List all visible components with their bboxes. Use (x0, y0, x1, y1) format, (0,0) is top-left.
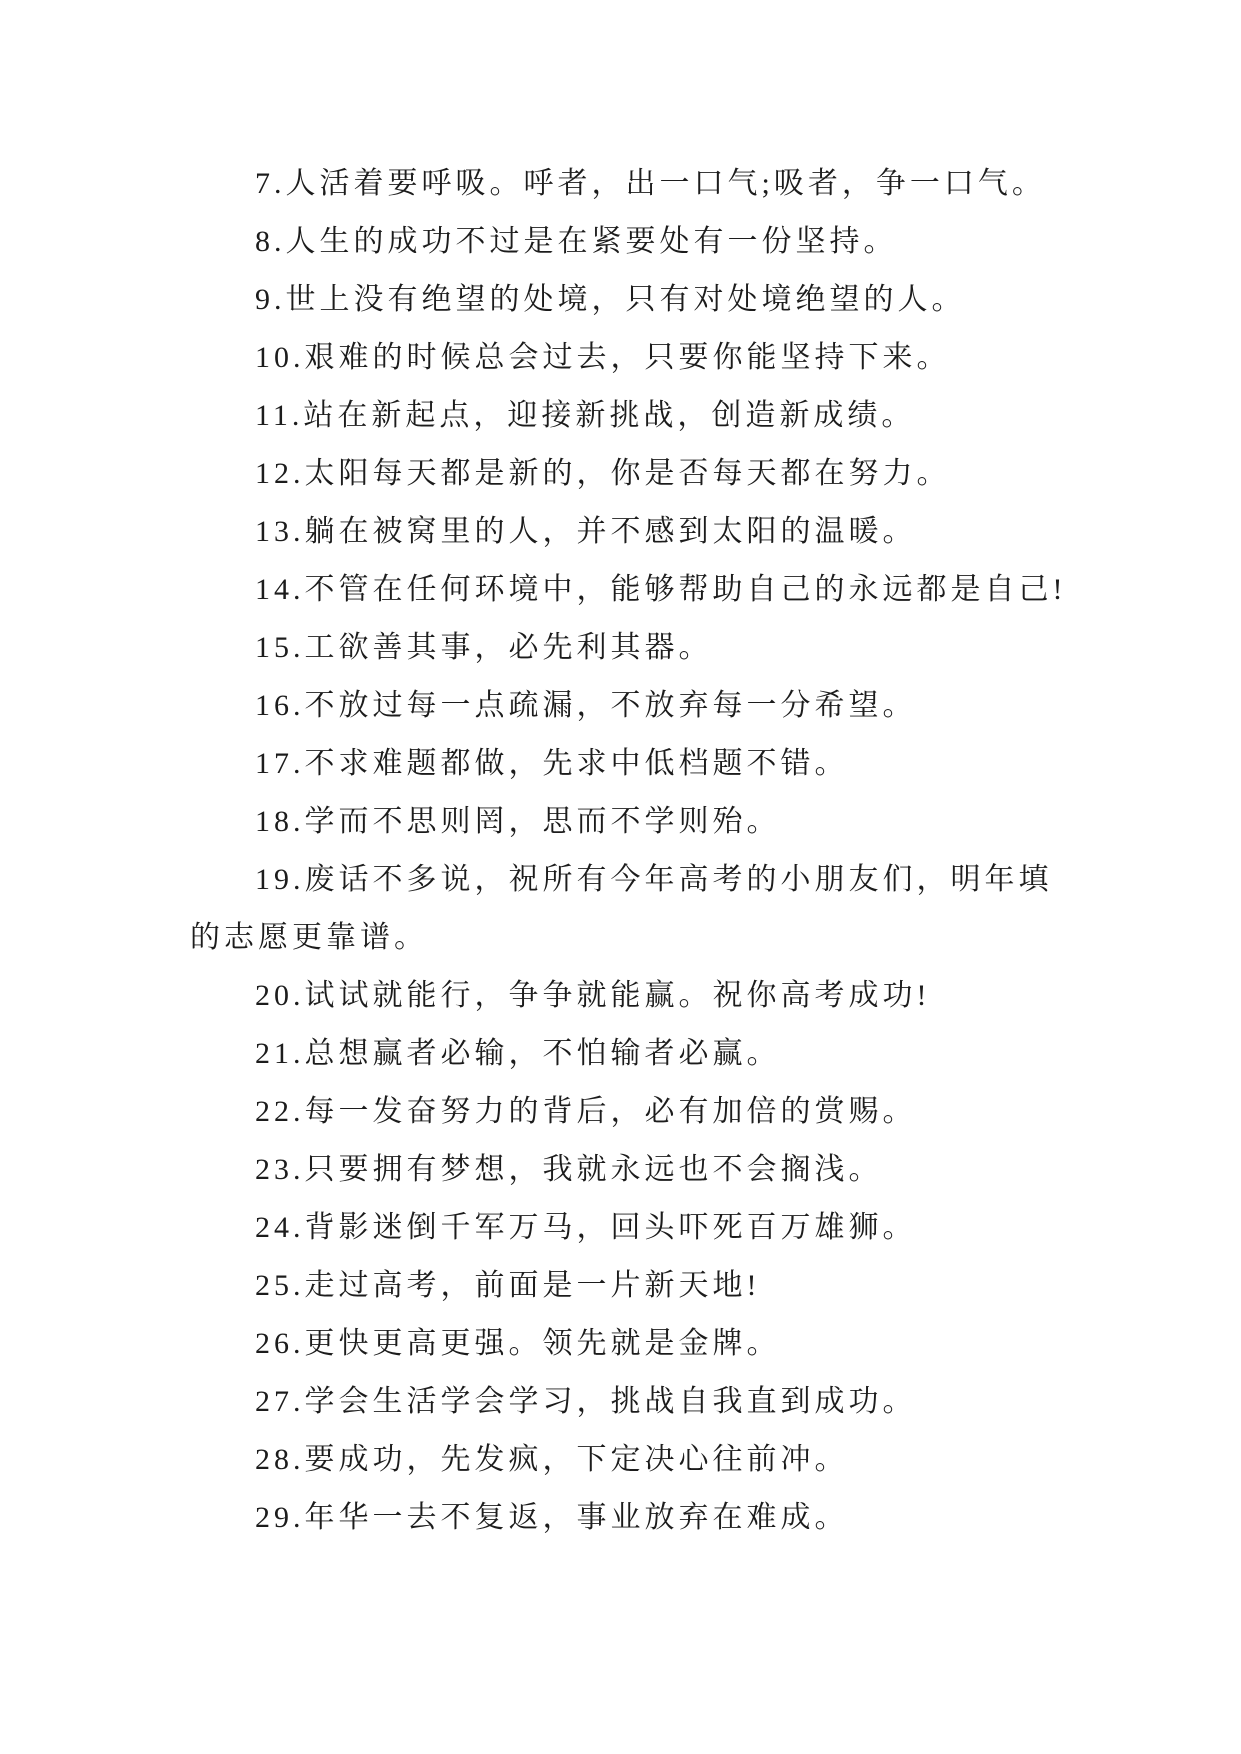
list-item: 9.世上没有绝望的处境，只有对处境绝望的人。 (255, 283, 966, 316)
list-item: 10.艰难的时候总会过去，只要你能坚持下来。 (255, 341, 951, 374)
list-item: 29.年华一去不复返，事业放弃在难成。 (255, 1501, 849, 1534)
list-item: 28.要成功，先发疯，下定决心往前冲。 (255, 1443, 849, 1476)
list-item: 8.人生的成功不过是在紧要处有一份坚持。 (255, 225, 898, 258)
list-item: 7.人活着要呼吸。呼者，出一口气;吸者，争一口气。 (255, 167, 1046, 200)
list-item: 14.不管在任何环境中，能够帮助自己的永远都是自己! (255, 573, 1067, 606)
list-item: 18.学而不思则罔，思而不学则殆。 (255, 805, 781, 838)
list-item: 17.不求难题都做，先求中低档题不错。 (255, 747, 849, 780)
document-body (190, 155, 1090, 1547)
list-item: 11.站在新起点，迎接新挑战，创造新成绩。 (255, 399, 916, 432)
list-item: 15.工欲善其事，必先利其器。 (255, 631, 713, 664)
list-item: 24.背影迷倒千军万马，回头吓死百万雄狮。 (255, 1211, 917, 1244)
list-item: 19.废话不多说，祝所有今年高考的小朋友们，明年填 (255, 863, 1053, 896)
list-item: 13.躺在被窝里的人，并不感到太阳的温暖。 (255, 515, 917, 548)
list-item: 16.不放过每一点疏漏，不放弃每一分希望。 (255, 689, 917, 722)
list-item: 26.更快更高更强。领先就是金牌。 (255, 1327, 781, 1360)
list-item: 22.每一发奋努力的背后，必有加倍的赏赐。 (255, 1095, 917, 1128)
list-item: 23.只要拥有梦想，我就永远也不会搁浅。 (255, 1153, 883, 1186)
list-item: 21.总想赢者必输，不怕输者必赢。 (255, 1037, 781, 1070)
list-item: 20.试试就能行，争争就能赢。祝你高考成功! (255, 979, 931, 1012)
list-item: 27.学会生活学会学习，挑战自我直到成功。 (255, 1385, 917, 1418)
list-item-continuation: 的志愿更靠谱。 (190, 921, 428, 954)
list-item: 25.走过高考，前面是一片新天地! (255, 1269, 761, 1302)
list-item: 12.太阳每天都是新的，你是否每天都在努力。 (255, 457, 951, 490)
